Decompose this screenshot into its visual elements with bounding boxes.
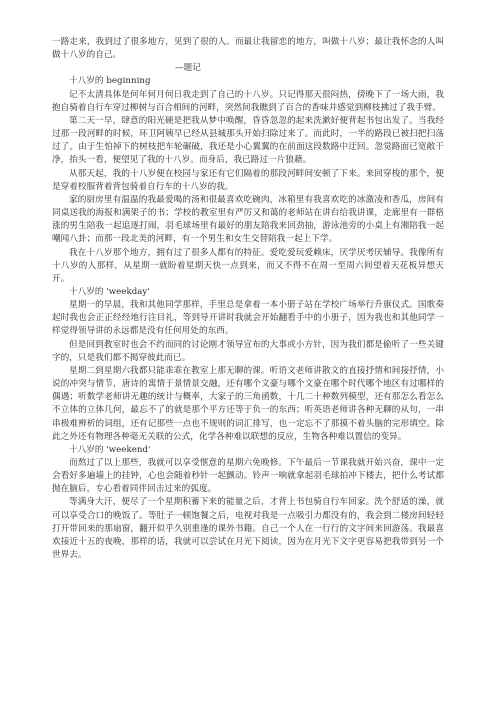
section-title-weekend: 十八岁的 'weekend' [69, 444, 151, 455]
body-paragraph: 家的厨房里有温温的我最爱喝的汤和很最喜欢吃碗肉，冰箱里有我喜欢吃的冰激凌和香瓜，房间有同桌送我的海报和满架子的书；学校的教室里有严厉又和蔼的老师站在讲台给我讲课，走廊里有一群格涨的男生陪我一起追逐打闹，羽毛球场里有最好的朋友陪我来回劲抽，游泳池旁的小桌上有湘陪我一起嘲闻八卦；而那一段北美的河畔，有一个男生和女生交替陪我一起上下学。 [52, 194, 444, 245]
section-title-beginning: 十八岁的 beginning [69, 76, 151, 87]
epigraph-signature: —题记 [175, 63, 201, 74]
body-paragraph: 第二天一早，肆意的阳光硬是把我从梦中唤醒，昏昏忽忽的起来洗漱好便背起书包出发了。当我经过那一段河畔的时候，环卫阿姨早已经从县城那头开始扫除过来了。而此时，一半的路段已被扫把扫荡过了。由于生怕掉下的树枝把车轮碾破，我还是小心翼翼的在前面这段数路中迂回。忽觉路面已宽敞干净，抬头一看，便望见了我的十八岁。而身后，我已路过一片狼藉。 [52, 115, 444, 166]
body-paragraph: 而熬过了以上那些，我就可以享受惬意的星期六免晚修。下午最后一节课我就开始兴奋，课中一定会看好多遍墙上的挂钟，心也会随着秒针一起颤动。铃声一响就拿起羽毛球拍冲下楼去，把什么考试都抛在脑后，专心看着同伴回击过来的弧度。 [52, 458, 444, 495]
body-paragraph: 记不太清具体是何年何月何日我走到了自己的十八岁。只记得那天很闷热，傍晚下了一场大雨，我抱自骑着自行车穿过柳树与百合相间的河畔，突然间我瞧到了百合的香味并感觉到柳枝拂过了我手臂。 [52, 89, 444, 113]
section-title-weekday: 十八岁的 'weekday' [69, 286, 150, 297]
body-paragraph: 星期二到星期六我都只能乖乖在教室上那无聊的课。听语文老师讲散文的直接抒情和间接抒情，小说的冲突与情节，唐诗的寓情于景情景交融，还有哪个文豪与哪个文豪在哪个时代哪个地区有过哪样的偶遇；听数学老师讲无趣的统计与概率，大家子的三角函数，十几二十种数列模型，还有那怎么看怎么不立体的立体几何，最忘不了的就是那个平方还等于负一的东西；听英语老师讲各种无聊的从句，一串串极难辨析的词组，还有记那些一点也不规则的词汇排写，也一定忘不了那摸不着头脑的完形填空。除此之外还有物理各种毫无关联的公式，化学各种难以联想的反应，生物各种难以置信的变异。 [52, 365, 444, 442]
body-paragraph: 我在十八岁那个地方，拥有过了很多人都有的特征。爱吃爱玩爱赖床，厌学厌考厌辅导。我像所有十八岁的人那样，从星期一就盼着星期天快一点到来，而又不得不在周一至周六间望着天花板异想天开。 [52, 247, 444, 284]
body-paragraph: 星期一的早晨，我和其他同学那样，手里总是拿着一本小册子站在学校广场举行升旗仪式。国歌奏起时我也会正正经经地行注目礼，等到导开讲时我就会开始翻看手中的小册子，因为我也和其他同学一样觉得领导讲的永远都是没有任何用处的东西。 [52, 300, 444, 337]
intro-paragraph: 一路走来，我到过了很多地方，见到了很的人。而最让我留恋的地方，叫做十八岁；最让我怀念的人叫做十八岁的自己。 [52, 37, 444, 61]
body-paragraph: 等满身大汗，便尽了一个星期积蓄下来的能量之后，才背上书包骑自行车回家。洗个舒适的澡，就可以享受合口的晚饭了。等肚子一顿饱餐之后，电视对我是一点吸引力都没有的，我会到二楼房间轻轻打开带回来的那扇窗，翻开似乎久别重逢的课外书籍。自己一个人在一行行的文字间来回游荡。我最喜欢接近十五的夜晚，那样的话，我就可以尝试在月光下阅读，因为在月光下文字更容易把我带到另一个世界去。 [52, 497, 444, 561]
body-paragraph: 但是回到教室时也会不约而同的讨论刚才领导宣布的大事或小方针，因为我们都是偷听了一些关键字的，只是我们都不揭穿彼此而已。 [52, 339, 444, 363]
body-paragraph: 从那天起，我的十八岁便在校园与家还有它们隔着的那段河畔间安顿了下来。来回穿梭的那个，便是穿着校服背着背包骑着自行车的十八岁的我。 [52, 168, 444, 192]
